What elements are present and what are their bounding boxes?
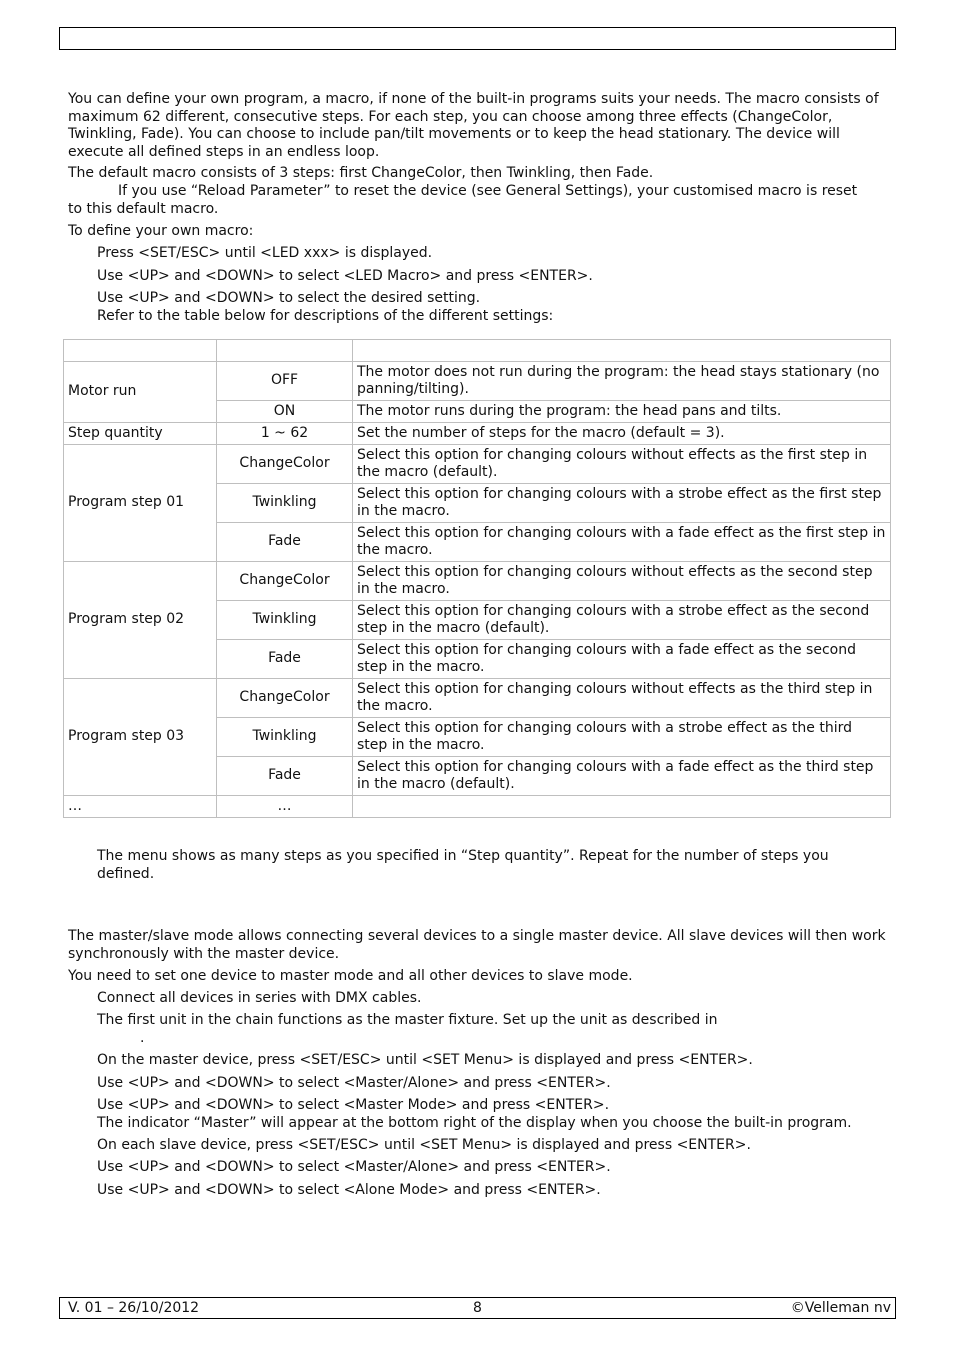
value-cell: Fade <box>217 640 353 679</box>
value-cell: ChangeColor <box>217 679 353 718</box>
setting-cell: … <box>64 796 217 818</box>
description-cell: Select this option for changing colours with a strobe effect as the third step in the macro. <box>353 718 891 757</box>
value-cell: … <box>217 796 353 818</box>
master-step: Use <UP> and <DOWN> to select <Master/Alone> and press <ENTER>. <box>97 1075 611 1091</box>
description-cell: The motor runs during the program: the head pans and tilts. <box>353 401 891 423</box>
value-cell: ChangeColor <box>217 562 353 601</box>
macro-step: Press <SET/ESC> until <LED xxx> is displayed. <box>97 245 433 261</box>
value-cell: ChangeColor <box>217 445 353 484</box>
table-row <box>64 562 891 601</box>
value-cell: Twinkling <box>217 718 353 757</box>
value-cell: Fade <box>217 757 353 796</box>
master-step-note: The indicator “Master” will appear at the bottom right of the display when you choose the built-in program. <box>97 1115 852 1131</box>
description-cell: Select this option for changing colours without effects as the third step in the macro. <box>353 679 891 718</box>
description-cell: Select this option for changing colours with a fade effect as the first step in the macro. <box>353 523 891 562</box>
table-row <box>64 423 891 445</box>
setting-cell: Program step 03 <box>64 679 217 796</box>
description-cell: Select this option for changing colours without effects as the first step in the macro (default). <box>353 445 891 484</box>
master-step: Use <UP> and <DOWN> to select <Master Mode> and press <ENTER>. <box>97 1097 610 1113</box>
setting-cell: Program step 01 <box>64 445 217 562</box>
master-step: The first unit in the chain functions as the master fixture. Set up the unit as described in <box>97 1012 718 1028</box>
table-note: The menu shows as many steps as you specified in “Step quantity”. Repeat for the number of steps you defined. <box>97 848 829 882</box>
setting-cell: Motor run <box>64 362 217 423</box>
footer-copyright: ©Velleman nv <box>790 1300 891 1316</box>
setting-cell: Program step 02 <box>64 562 217 679</box>
description-cell: Select this option for changing colours without effects as the second step in the macro. <box>353 562 891 601</box>
reload-note: If you use “Reload Parameter” to reset the device (see General Settings), your customised macro is reset <box>118 183 858 199</box>
macro-step: Use <UP> and <DOWN> to select <LED Macro> and press <ENTER>. <box>97 268 593 284</box>
header-box <box>59 27 896 50</box>
value-cell: Twinkling <box>217 484 353 523</box>
master-intro: You need to set one device to master mode and all other devices to slave mode. <box>68 968 633 984</box>
table-row <box>64 679 891 718</box>
table-row <box>64 445 891 484</box>
setting-cell: Step quantity <box>64 423 217 445</box>
macro-step: Refer to the table below for descriptions of the different settings: <box>97 308 554 324</box>
description-cell: Set the number of steps for the macro (default = 3). <box>353 423 891 445</box>
table-header-row <box>64 340 891 362</box>
intro-paragraph: You can define your own program, a macro, if none of the built-in programs suits your needs. The macro consists of maximum 62 different, consecutive steps. For each step, you can choose among three effects (ChangeColor, Twinkling, Fade). You can choose to include pan/tilt movements or to keep the head stationary. The device will execute all defined steps in an endless loop. <box>68 91 879 160</box>
description-cell: Select this option for changing colours with a fade effect as the third step in the macro (default). <box>353 757 891 796</box>
description-cell: The motor does not run during the program: the head stays stationary (no panning/tilting). <box>353 362 891 401</box>
macro-step: Use <UP> and <DOWN> to select the desired setting. <box>97 290 481 306</box>
master-intro: The master/slave mode allows connecting several devices to a single master device. All slave devices will then work synchronously with the master device. <box>68 928 886 962</box>
table-row <box>64 362 891 401</box>
master-step: On each slave device, press <SET/ESC> until <SET Menu> is displayed and press <ENTER>. <box>97 1137 751 1153</box>
master-step: On the master device, press <SET/ESC> until <SET Menu> is displayed and press <ENTER>. <box>97 1052 753 1068</box>
default-macro-text: The default macro consists of 3 steps: first ChangeColor, then Twinkling, then Fade. <box>68 165 654 181</box>
footer-page-number: 8 <box>473 1300 482 1316</box>
master-step: Use <UP> and <DOWN> to select <Alone Mode> and press <ENTER>. <box>97 1182 601 1198</box>
value-cell: 1 ~ 62 <box>217 423 353 445</box>
table-row <box>64 796 891 818</box>
master-step: Use <UP> and <DOWN> to select <Master/Alone> and press <ENTER>. <box>97 1159 611 1175</box>
description-cell: Select this option for changing colours with a strobe effect as the second step in the macro (default). <box>353 601 891 640</box>
description-cell: Select this option for changing colours with a strobe effect as the first step in the macro. <box>353 484 891 523</box>
value-cell: Twinkling <box>217 601 353 640</box>
value-cell: ON <box>217 401 353 423</box>
page-footer <box>59 1297 896 1319</box>
description-cell <box>353 796 891 818</box>
value-cell: OFF <box>217 362 353 401</box>
reload-note-cont: to this default macro. <box>68 201 219 217</box>
master-step-cont: . <box>140 1030 145 1046</box>
define-macro-heading: To define your own macro: <box>68 223 254 239</box>
description-cell: Select this option for changing colours with a fade effect as the second step in the macro. <box>353 640 891 679</box>
value-cell: Fade <box>217 523 353 562</box>
footer-version: V. 01 – 26/10/2012 <box>68 1300 200 1316</box>
settings-table <box>63 339 891 818</box>
master-step: Connect all devices in series with DMX cables. <box>97 990 422 1006</box>
